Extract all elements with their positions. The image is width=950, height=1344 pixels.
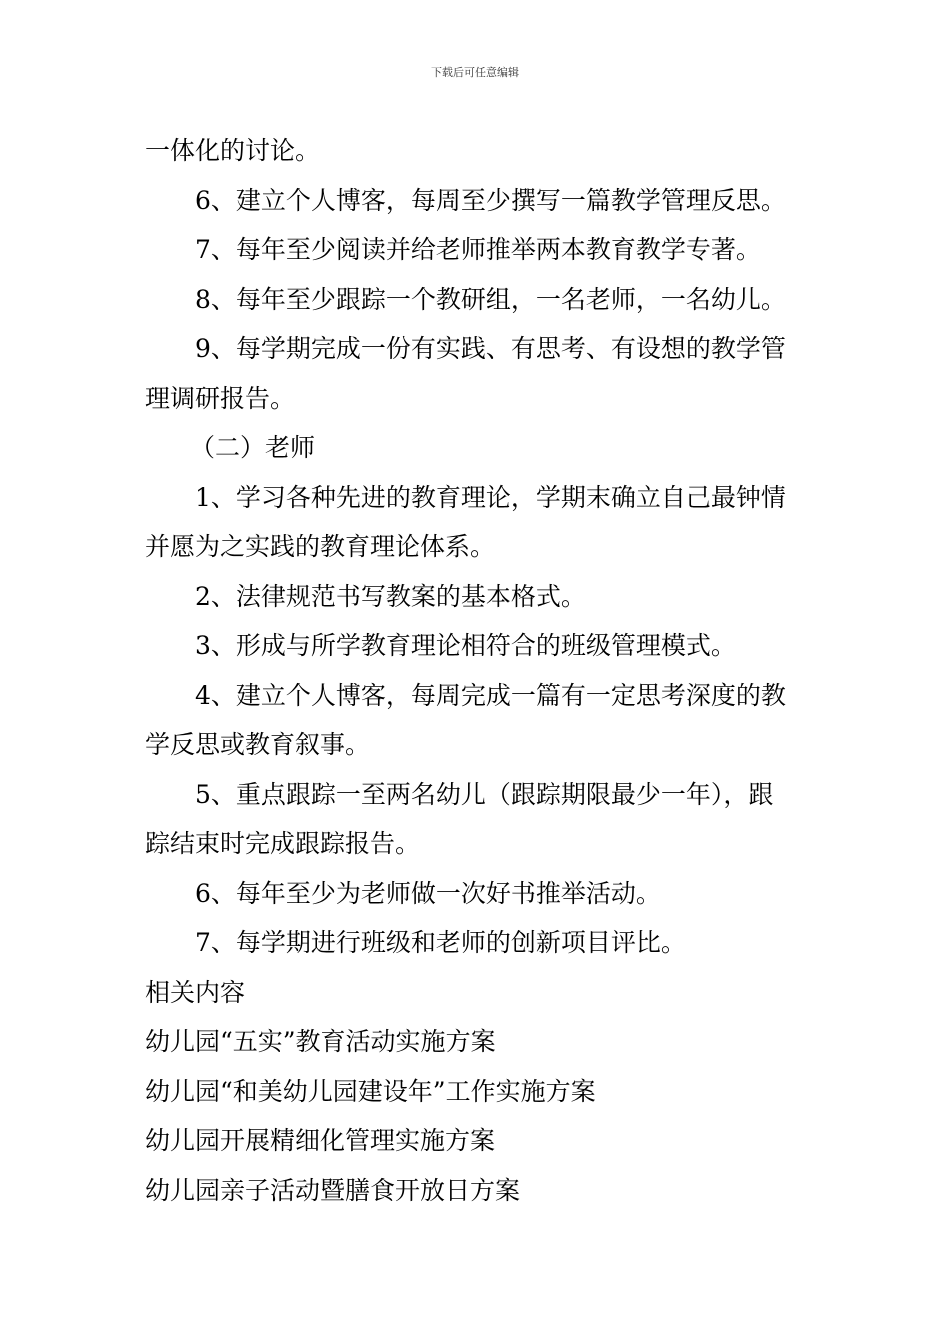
list-item-1: 1、学习各种先进的教育理论，学期末确立自己最钟情 [195, 482, 786, 512]
list-item-6: 6、建立个人博客，每周至少撰写一篇教学管理反思。 [195, 185, 786, 215]
list-item-7-teachers: 7、每学期进行班级和老师的创新项目评比。 [195, 928, 686, 957]
paragraph-line: 一体化的讨论。 [145, 136, 321, 165]
list-item-9: 9、每学期完成一份有实践、有思考、有设想的教学管 [195, 334, 786, 363]
list-item-6-teachers: 6、每年至少为老师做一次好书推举活动。 [195, 878, 661, 908]
page-header: 下载后可任意编辑 [431, 66, 519, 79]
list-item-5-continued: 踪结束时完成跟踪报告。 [145, 829, 421, 858]
related-link[interactable]: 幼儿园“五实”教育活动实施方案 [145, 1027, 496, 1056]
list-item-4-continued: 学反思或教育叙事。 [145, 730, 371, 759]
section-heading-teachers: （二）老师 [190, 433, 316, 462]
list-item-1-continued: 并愿为之实践的教育理论体系。 [145, 532, 496, 561]
related-link[interactable]: 幼儿园“和美幼儿园建设年”工作实施方案 [145, 1076, 596, 1106]
related-link[interactable]: 幼儿园亲子活动暨膳食开放日方案 [145, 1175, 521, 1205]
related-heading: 相关内容 [145, 977, 246, 1007]
document-body [145, 126, 815, 1215]
list-item-4: 4、建立个人博客，每周完成一篇有一定思考深度的教 [195, 680, 786, 710]
related-link[interactable]: 幼儿园开展精细化管理实施方案 [145, 1126, 496, 1155]
list-item-2: 2、法律规范书写教案的基本格式。 [195, 581, 586, 611]
list-item-9-continued: 理调研报告。 [145, 383, 296, 413]
list-item-7: 7、每年至少阅读并给老师推举两本教育教学专著。 [195, 235, 761, 264]
list-item-8: 8、每年至少跟踪一个教研组，一名老师，一名幼儿。 [195, 284, 786, 314]
list-item-5: 5、重点跟踪一至两名幼儿（跟踪期限最少一年），跟 [195, 779, 774, 809]
list-item-3: 3、形成与所学教育理论相符合的班级管理模式。 [195, 631, 736, 660]
